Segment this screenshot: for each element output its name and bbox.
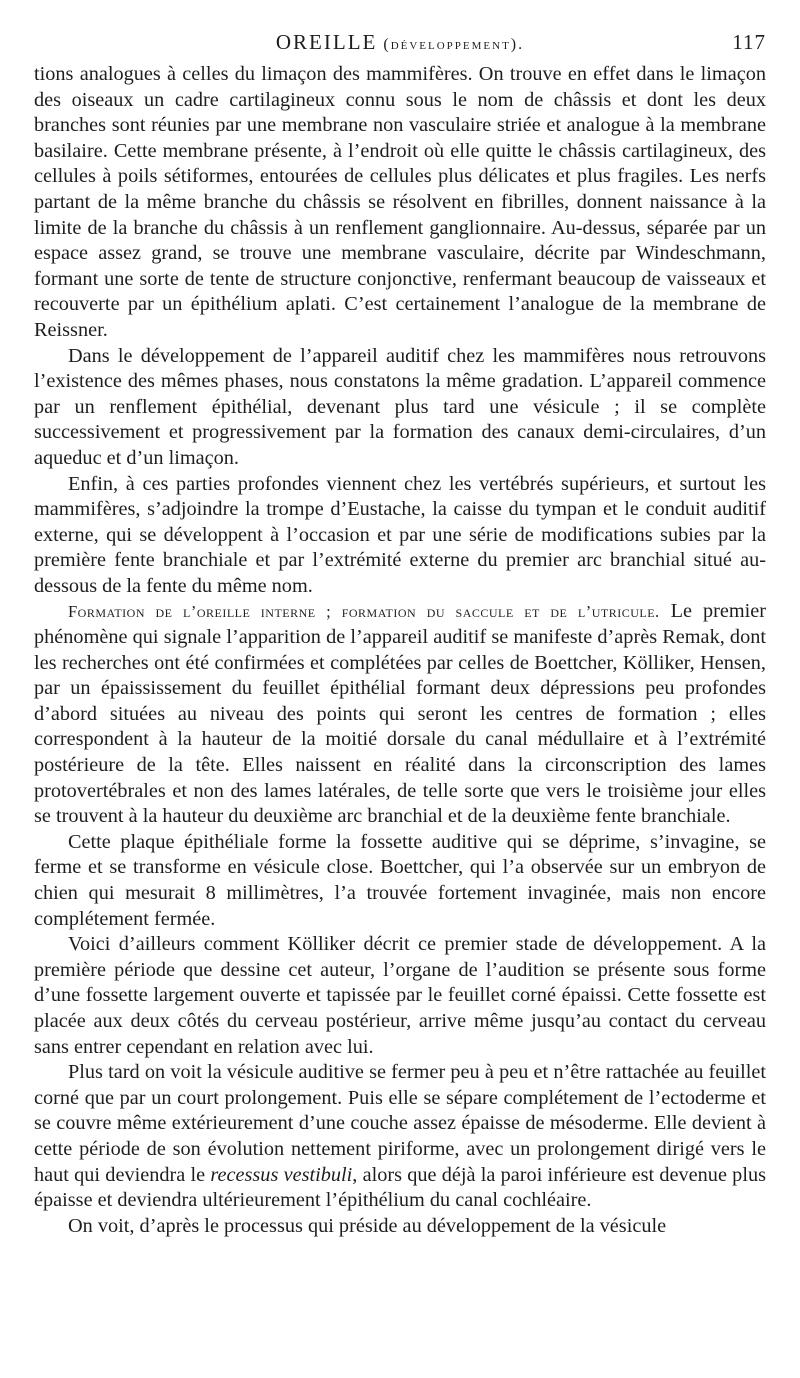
paragraph: Dans le développement de l’appareil auditif chez les mammifères nous retrouvons l’existence des mêmes phases, nous constatons la même gradation. L’appareil commence par un renflement épithélial, devenant plus tard une vésicule ; il se complète successivement et progressivement par la formation des canaux demi-circulaires, d’un aqueduc et d’un limaçon. bbox=[34, 344, 766, 469]
section-heading: Formation de l’oreille interne ; formation du saccule et de l’utricule. bbox=[68, 602, 660, 622]
paragraph: Enfin, à ces parties profondes viennent chez les vertébrés supérieurs, et surtout les mammifères, s’adjoindre la trompe d’Eustache, la caisse du tympan et le conduit auditif externe, qui se développent à l’occasion et par une série de modifications subies par la première fente branchiale et par l’extrémité externe du premier arc branchial situé au-dessous de la fente du même nom. bbox=[34, 472, 766, 597]
running-title bbox=[34, 30, 766, 55]
paragraph-continues: On voit, d’après le processus qui préside au développement de la vésicule bbox=[68, 1214, 667, 1237]
paragraph-text: Plus tard on voit la vésicule auditive se fermer peu à peu et n’être rattachée au feuillet corné que par un court prolongement. Puis elle se sépare complétement de l’ectoderme et se couvre même extérieurement d’une couche assez épaisse de mésoderme. Elle devient à cette période de son évolution nettement piriforme, avec un prolongement dirigé vers le haut qui deviendra le bbox=[34, 1061, 766, 1186]
paragraph-text: , alors que déjà la paroi inférieure est devenue plus épaisse et deviendra ultérieurement l’épithélium du canal cochléaire. bbox=[34, 1163, 766, 1212]
paragraph: Voici d’ailleurs comment Kölliker décrit ce premier stade de développement. A la première période que dessine cet auteur, l’organe de l’audition se présente sous forme d’une fossette largement ouverte et tapissée par le feuillet corné épaissi. Cette fossette est placée aux deux côtés du cerveau postérieur, arrive même jusqu’au contact du cerveau sans entrer cependant en relation avec lui. bbox=[34, 933, 766, 1058]
page-number: 117 bbox=[732, 30, 766, 54]
paragraph-with-section-heading bbox=[34, 599, 766, 829]
paragraph-continued: tions analogues à celles du limaçon des mammifères. On trouve en effet dans le limaçon des oiseaux un cadre cartilagineux connu sous le nom de châssis et dont les deux branches sont réunies par une membrane non vasculaire striée et analogue à la membrane basilaire. Cette membrane présente, à l’endroit où elle quitte le châssis cartilagineux, des cellules à poils sétiformes, entourées de cellules plus délicates et plus fragiles. Les nerfs partant de la même branche du châssis se résolvent en fibrilles, donnent naissance à la limite de la branche du châssis à un renflement ganglionnaire. Au-dessus, séparée par un espace assez grand, se trouve une membrane vasculaire, décrite par Windeschmann, formant une sorte de tente de structure conjonctive, renfermant beaucoup de vaisseaux et recouverte par un épithélium aplati. C’est certainement l’analogue de la membrane de Reissner. bbox=[34, 63, 766, 341]
italic-term: recessus vestibuli bbox=[210, 1163, 353, 1186]
running-title-sub: (développement). bbox=[383, 36, 525, 53]
paragraph bbox=[34, 1060, 766, 1214]
running-title-main: OREILLE bbox=[275, 30, 378, 54]
body-text bbox=[34, 62, 766, 1239]
paragraph: Cette plaque épithéliale forme la fossette auditive qui se déprime, s’invagine, se ferme et se transforme en vésicule close. Boettcher, qui l’a observée sur un embryon de chien qui mesurait 8 millimètres, l’a trouvée fortement invaginée, mais non encore complétement fermée. bbox=[34, 830, 766, 930]
running-head bbox=[34, 28, 766, 62]
paragraph-text: Le premier phénomène qui signale l’apparition de l’appareil auditif se manifeste d’après Remak, dont les recherches ont été confirmées et complétées par celles de Boettcher, Kölliker, Hensen, par un épaississement du feuillet épithélial formant deux dépressions peu profondes d’abord situées au niveau des points qui seront les centres de formation ; elles correspondent à la hauteur de la moitié dorsale du canal médullaire et à l’extrémité postérieure de la tête. Elles naissent en réalité dans la circonscription des lames protovertébrales et non des lames latérales, de telle sorte que vers le troisième jour elles se trouvent à la hauteur du deuxième arc branchial et de la deuxième fente branchiale. bbox=[34, 600, 767, 828]
